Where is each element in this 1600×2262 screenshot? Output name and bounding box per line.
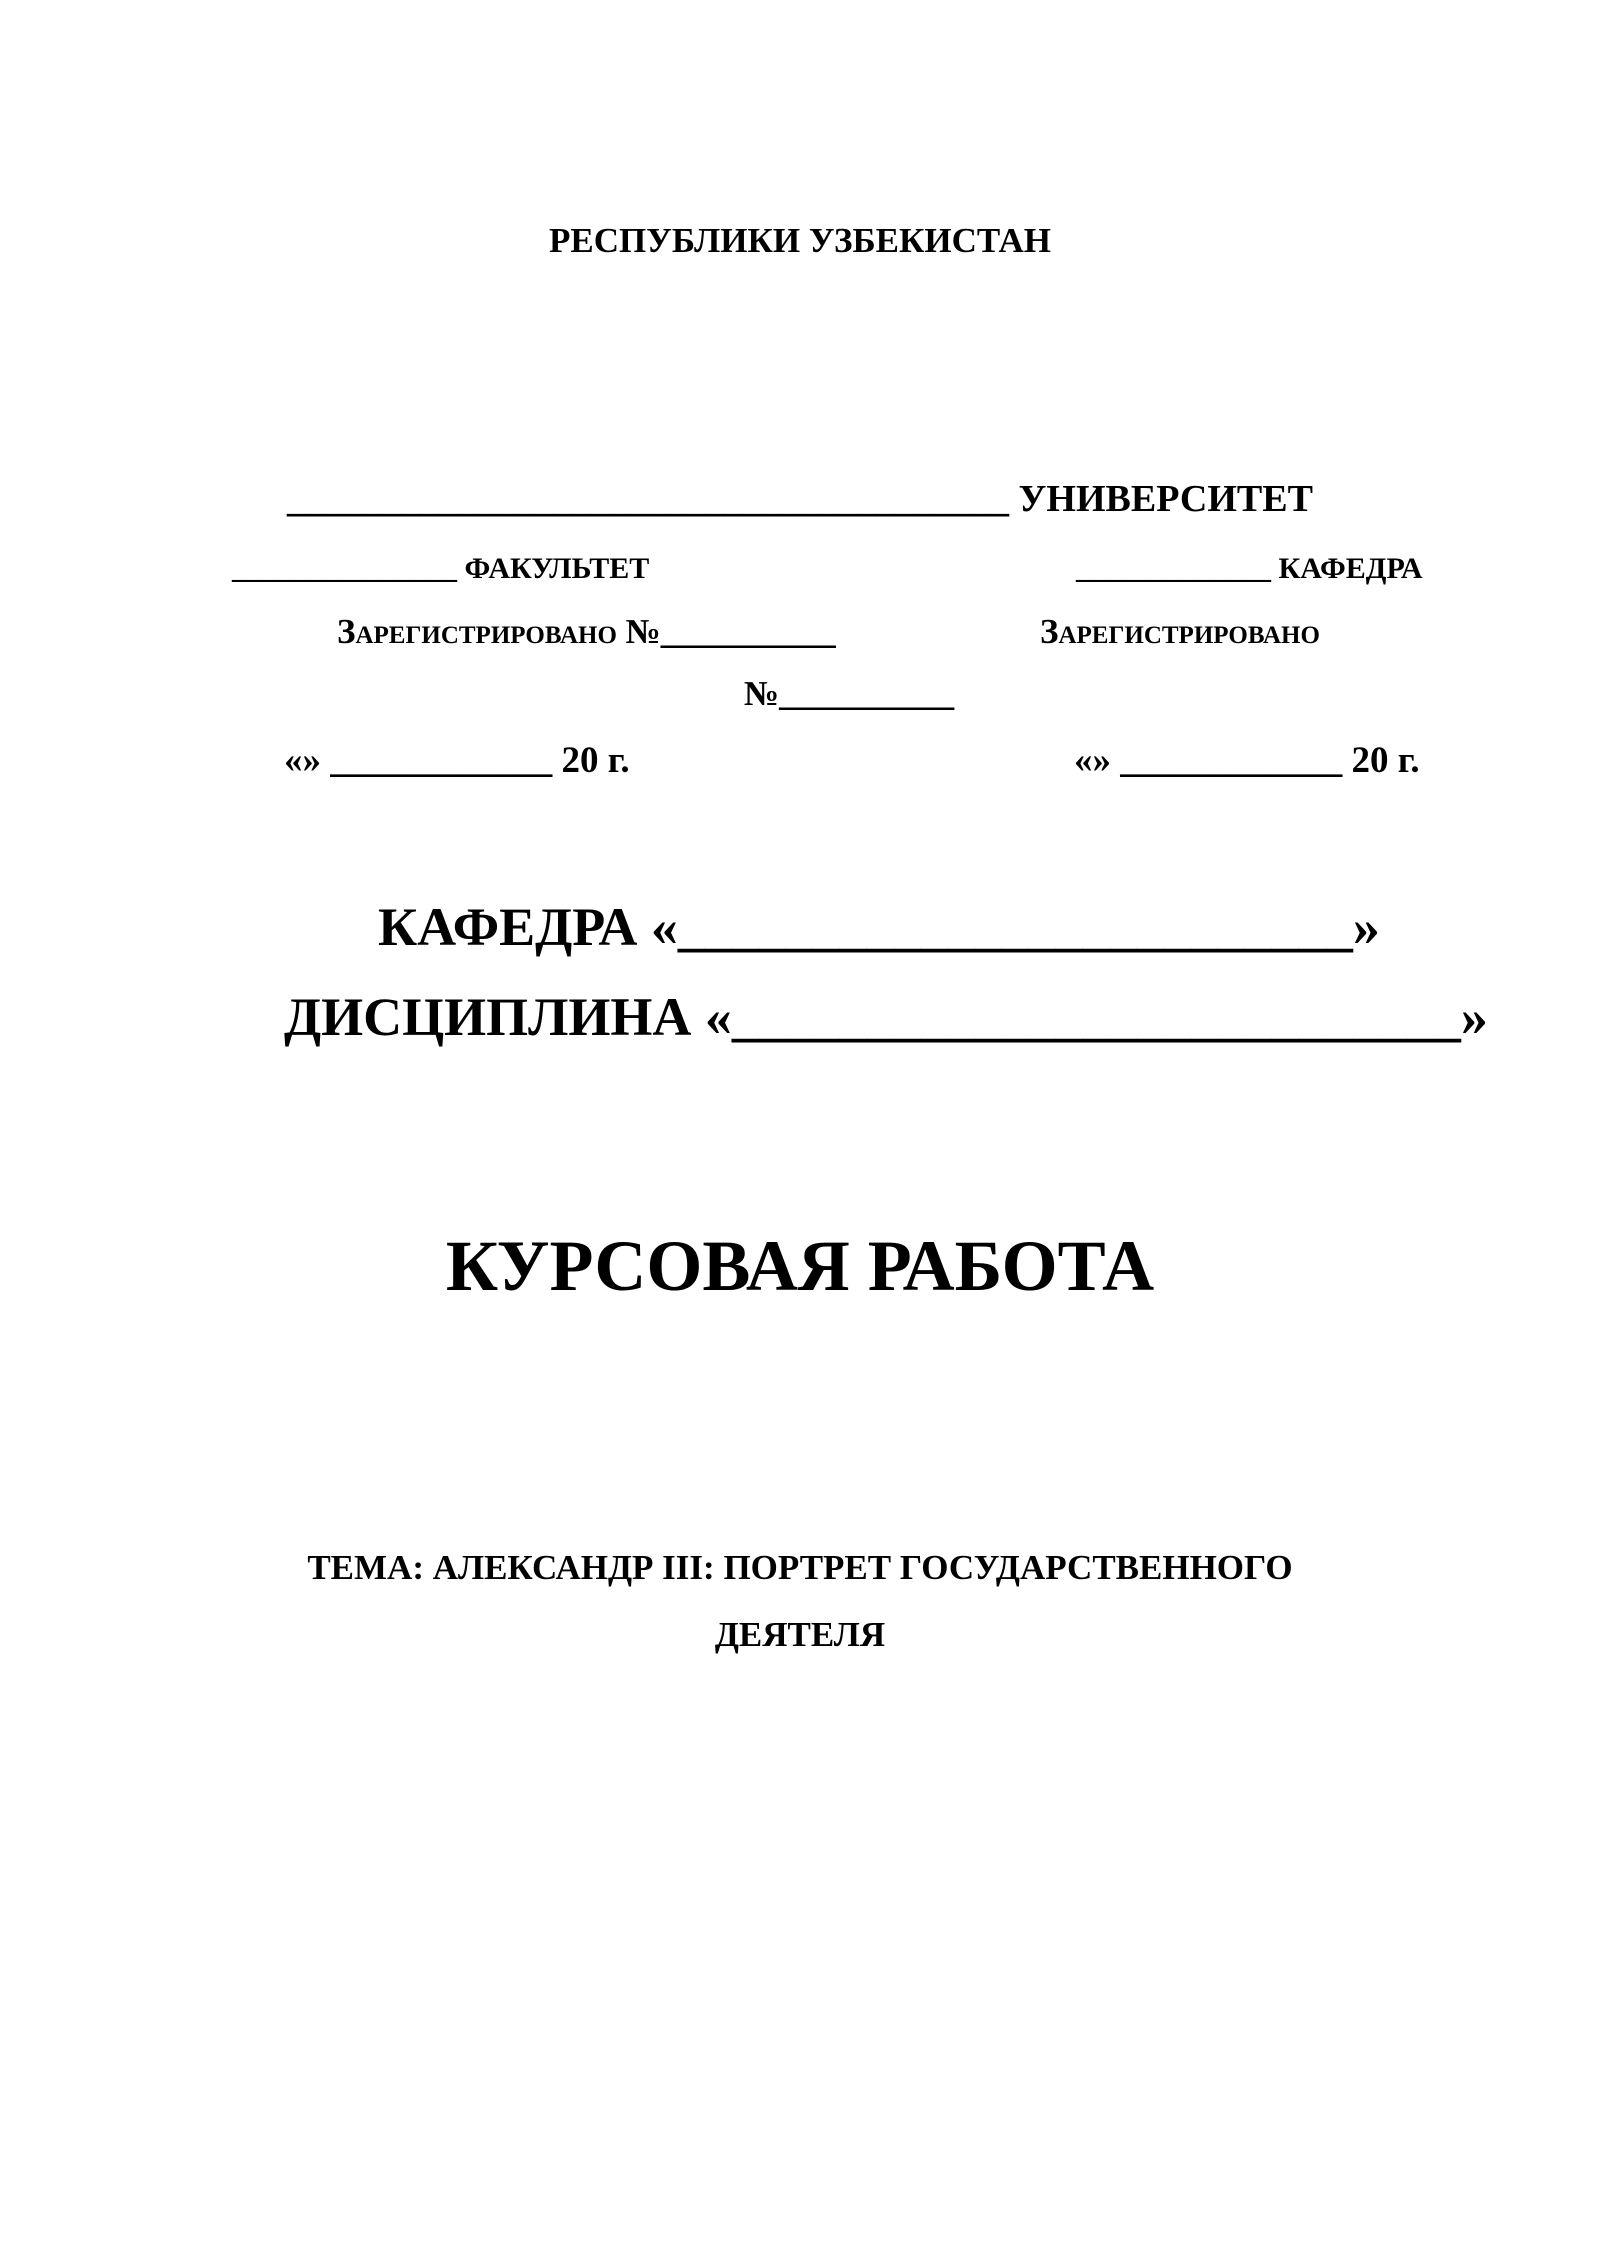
chair-name-line: _____________ КАФЕДРА [1076,552,1423,585]
document-title: КУРСОВАЯ РАБОТА [445,1226,1155,1306]
republic-heading: РЕСПУБЛИКИ УЗБЕКИСТАН [549,221,1051,260]
department-field: КАФЕДРА «_________________________» [378,897,1380,957]
registration-date-left: «» ____________ 20 г. [284,740,630,781]
discipline-field: ДИСЦИПЛИНА «___________________________» [284,987,1488,1047]
topic-line-2: ДЕЯТЕЛЯ [714,1615,886,1654]
university-name-line: ______________________________________ УНИВЕРСИТЕТ [287,478,1313,520]
faculty-name-line: _______________ ФАКУЛЬТЕТ [232,552,650,585]
registration-label-right: Зарегистрировано [1040,612,1320,651]
topic-line-1: ТЕМА: АЛЕКСАНДР III: ПОРТРЕТ ГОСУДАРСТВЕННОГО [307,1548,1293,1587]
registration-number-right: №__________ [744,674,955,713]
registration-number-left: Зарегистрировано №__________ [337,612,836,651]
registration-date-right: «» ____________ 20 г. [1074,740,1420,781]
